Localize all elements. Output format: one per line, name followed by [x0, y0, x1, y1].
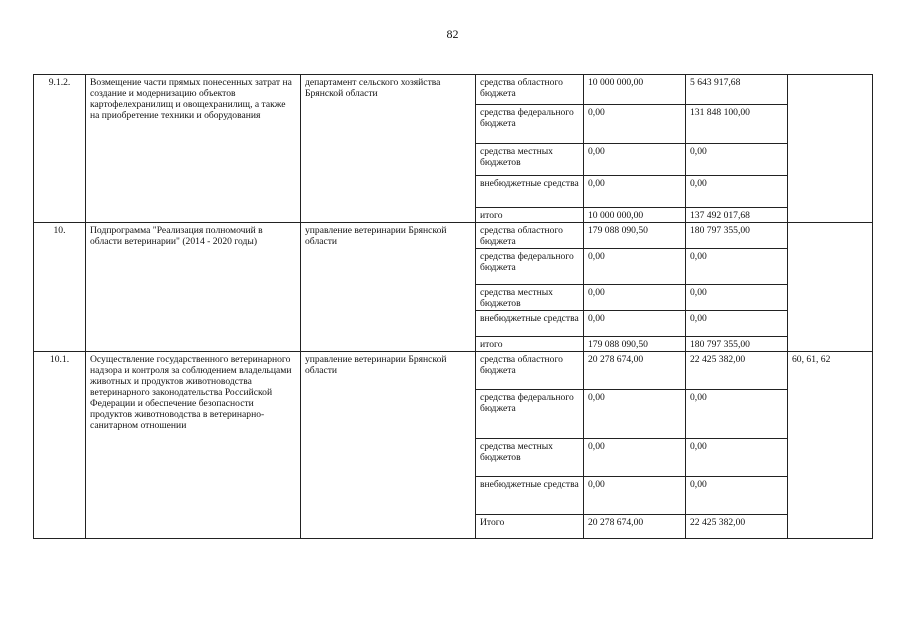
- funding-value-2014: 20 278 674,00: [584, 352, 686, 390]
- funding-value-2015: 22 425 382,00: [686, 352, 788, 390]
- executor: управление ветеринарии Брянской области: [301, 223, 476, 352]
- funding-source: итого: [476, 208, 584, 223]
- row-number: 10.: [34, 223, 86, 352]
- funding-value-2015: 5 643 917,68: [686, 75, 788, 105]
- funding-value-2014: 0,00: [584, 105, 686, 144]
- funding-value-2014: 0,00: [584, 439, 686, 477]
- funding-source: средства местных бюджетов: [476, 144, 584, 176]
- executor: департамент сельского хозяйства Брянской области: [301, 75, 476, 223]
- funding-source: внебюджетные средства: [476, 176, 584, 208]
- funding-value-2014: 0,00: [584, 311, 686, 337]
- indicators: [788, 75, 873, 223]
- funding-source: средства областного бюджета: [476, 223, 584, 249]
- indicators: [788, 223, 873, 352]
- funding-source: средства местных бюджетов: [476, 285, 584, 311]
- funding-value-2015: 22 425 382,00: [686, 515, 788, 539]
- activity-name: Осуществление государственного ветеринарного надзора и контроля за соблюдением владельцами животных и продуктов животноводства ветеринарного законодательства Российской Федерации и обеспечение безопасности продуктов животноводства в ветеринарно-санитарном отношении: [86, 352, 301, 539]
- funding-source: Итого: [476, 515, 584, 539]
- table-row: [34, 75, 873, 105]
- funding-value-2014: 0,00: [584, 144, 686, 176]
- funding-value-2015: 0,00: [686, 285, 788, 311]
- funding-value-2014: 10 000 000,00: [584, 75, 686, 105]
- row-number: 10.1.: [34, 352, 86, 539]
- budget-table: [33, 74, 873, 539]
- funding-value-2014: 0,00: [584, 477, 686, 515]
- funding-source: средства областного бюджета: [476, 75, 584, 105]
- funding-value-2015: 0,00: [686, 249, 788, 285]
- funding-value-2014: 20 278 674,00: [584, 515, 686, 539]
- table-row: [34, 223, 873, 249]
- funding-value-2015: 0,00: [686, 439, 788, 477]
- table-row: [34, 352, 873, 390]
- funding-value-2015: 131 848 100,00: [686, 105, 788, 144]
- indicators: 60, 61, 62: [788, 352, 873, 539]
- funding-value-2014: 10 000 000,00: [584, 208, 686, 223]
- funding-source: средства федерального бюджета: [476, 249, 584, 285]
- funding-value-2015: 0,00: [686, 477, 788, 515]
- executor: управление ветеринарии Брянской области: [301, 352, 476, 539]
- funding-value-2015: 0,00: [686, 176, 788, 208]
- page-number: 82: [446, 27, 459, 41]
- funding-source: средства областного бюджета: [476, 352, 584, 390]
- row-number: 9.1.2.: [34, 75, 86, 223]
- funding-value-2014: 0,00: [584, 285, 686, 311]
- funding-value-2015: 180 797 355,00: [686, 223, 788, 249]
- activity-name: Возмещение части прямых понесенных затрат на создание и модернизацию объектов картофелехранилищ и овощехранилищ, а также на приобретение техники и оборудования: [86, 75, 301, 223]
- funding-source: внебюджетные средства: [476, 477, 584, 515]
- funding-source: средства местных бюджетов: [476, 439, 584, 477]
- activity-name: Подпрограмма "Реализация полномочий в области ветеринарии" (2014 - 2020 годы): [86, 223, 301, 352]
- funding-source: внебюджетные средства: [476, 311, 584, 337]
- funding-value-2015: 0,00: [686, 144, 788, 176]
- funding-value-2015: 137 492 017,68: [686, 208, 788, 223]
- funding-value-2015: 180 797 355,00: [686, 337, 788, 352]
- funding-value-2014: 179 088 090,50: [584, 223, 686, 249]
- funding-value-2015: 0,00: [686, 311, 788, 337]
- funding-source: средства федерального бюджета: [476, 105, 584, 144]
- funding-value-2014: 0,00: [584, 249, 686, 285]
- funding-value-2014: 0,00: [584, 176, 686, 208]
- funding-value-2014: 0,00: [584, 390, 686, 439]
- funding-value-2015: 0,00: [686, 390, 788, 439]
- funding-source: средства федерального бюджета: [476, 390, 584, 439]
- funding-value-2014: 179 088 090,50: [584, 337, 686, 352]
- funding-source: итого: [476, 337, 584, 352]
